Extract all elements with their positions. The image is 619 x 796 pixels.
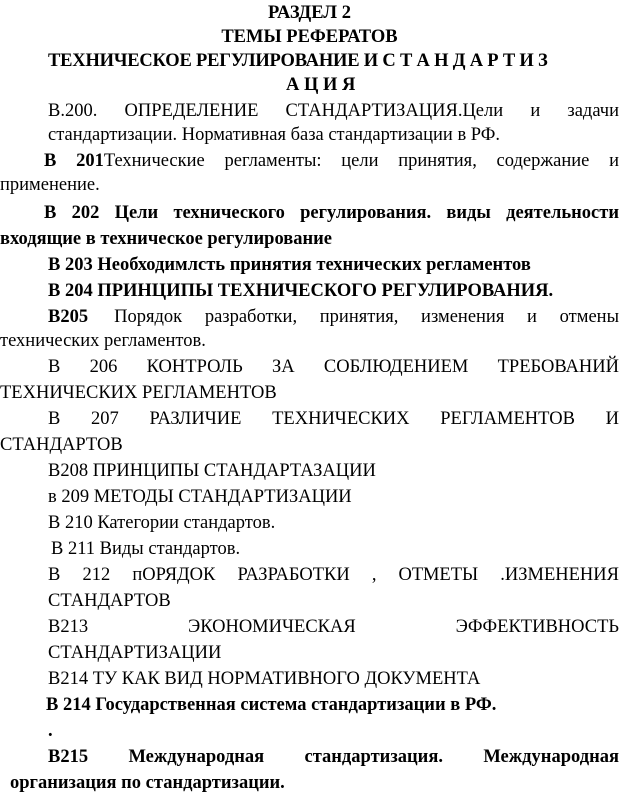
topic-205-line-1	[48, 304, 619, 330]
topic-201-line-1	[44, 148, 619, 174]
topic-200-line-1: В.200. ОПРЕДЕЛЕНИЕ СТАНДАРТИЗАЦИЯ.Цели и задачи	[48, 101, 619, 121]
topic-212-line-1: В 212 пОРЯДОК РАЗРАБОТКИ , ОТМЕТЫ .ИЗМЕНЕНИЯ	[48, 565, 619, 585]
topic-211: В 211 Виды стандартов.	[51, 539, 241, 559]
topic-200-line-2: стандартизации. Нормативная база стандартизации в РФ.	[48, 125, 501, 145]
topic-202-line-1: В 202 Цели технического регулирования. виды деятельности	[44, 203, 619, 223]
topic-215-line-1: В215 Международная стандартизация. Международная	[48, 747, 619, 767]
topic-215-line-2: организация по стандартизации.	[10, 773, 285, 793]
topic-205-number: В205	[48, 307, 89, 327]
topic-201-number: В 201	[44, 151, 104, 171]
topic-206-line-2: ТЕХНИЧЕСКИХ РЕГЛАМЕНТОВ	[0, 383, 277, 403]
document-heading-line-2: А Ц И Я	[286, 75, 356, 95]
section-title: РАЗДЕЛ 2	[268, 3, 351, 23]
document-heading-line-1: ТЕХНИЧЕСКОЕ РЕГУЛИРОВАНИЕ И С Т А Н Д А Р Т И З	[48, 51, 548, 71]
topic-207-line-1: В 207 РАЗЛИЧИЕ ТЕХНИЧЕСКИХ РЕГЛАМЕНТОВ И	[48, 409, 619, 429]
topic-201-line-2: применение.	[0, 175, 100, 195]
topic-213-line-1: В213 ЭКОНОМИЧЕСКАЯ ЭФФЕКТИВНОСТЬ	[48, 617, 619, 637]
topic-213-line-2: СТАНДАРТИЗАЦИИ	[48, 643, 222, 663]
topic-207-line-2: СТАНДАРТОВ	[0, 435, 123, 455]
topic-201-text: Технические регламенты: цели принятия, содержание и	[103, 151, 619, 171]
topic-209: в 209 МЕТОДЫ СТАНДАРТИЗАЦИИ	[48, 487, 352, 507]
topic-212-line-2: СТАНДАРТОВ	[48, 591, 171, 611]
topic-214-tu: В214 ТУ КАК ВИД НОРМАТИВНОГО ДОКУМЕНТА	[48, 669, 481, 689]
topic-206-line-1: В 206 КОНТРОЛЬ ЗА СОБЛЮДЕНИЕМ ТРЕБОВАНИЙ	[48, 357, 619, 377]
topic-203: В 203 Необходимлсть принятия технических регламентов	[48, 255, 531, 275]
topic-214-state-system: В 214 Государственная система стандартизации в РФ.	[46, 695, 497, 715]
topic-202-line-2: входящие в техническое регулирование	[0, 229, 333, 249]
topic-210: В 210 Категории стандартов.	[48, 513, 276, 533]
topic-208: В208 ПРИНЦИПЫ СТАНДАРТАЗАЦИИ	[48, 461, 376, 481]
topic-205-line-2: технических регламентов.	[0, 331, 206, 351]
document-subtitle: ТЕМЫ РЕФЕРАТОВ	[221, 27, 398, 47]
topic-204: В 204 ПРИНЦИПЫ ТЕХНИЧЕСКОГО РЕГУЛИРОВАНИЯ.	[48, 281, 554, 301]
topic-205-text: Порядок разработки, принятия, изменения и отмены	[114, 307, 619, 327]
stray-dot: .	[48, 721, 53, 741]
